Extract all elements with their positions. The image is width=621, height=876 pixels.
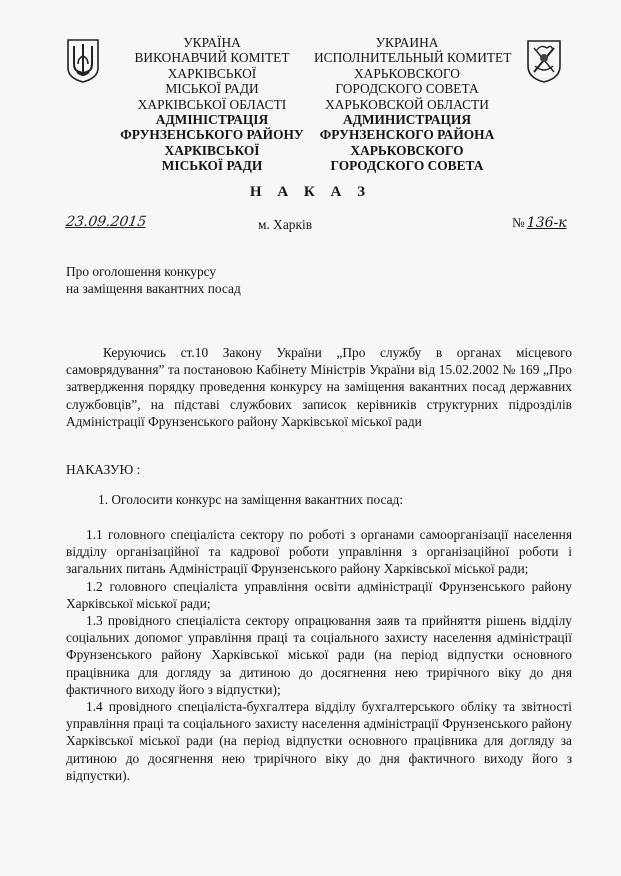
header-ru-line: УКРАИНА xyxy=(375,35,439,50)
document-subject xyxy=(66,263,241,297)
preamble-paragraph: Керуючись ст.10 Закону України „Про службу в органах місцевого самоврядування” та постановою Кабінету Міністрів України від 15.02.2002 № 169 „Про затвердження порядку проведення конкурсу на заміщення вакантних посад державних службовців”, на підставі службових записок керівників структурних підрозділів Адміністрації Фрунзенського району Харківської міської ради xyxy=(66,345,572,429)
order-heading: НАКАЗУЮ : xyxy=(66,462,141,477)
vacancy-item: 1.3 провідного спеціаліста сектору опрацювання заяв та прийняття рішень відділу соціальних допомог управління праці та соціального захисту населення адміністрації Фрунзенського району Харківської міської ради (на період відпустки основного працівника для догляду за дитиною до досягнення нею трирічного віку до дня фактичного виходу його з відпустки); xyxy=(66,613,572,697)
header-ukrainian xyxy=(118,35,306,174)
vacancy-item: 1.1 головного спеціаліста сектору по роботі з органами самоорганізації населення відділу організаційної та кадрової роботи управління з організаційної роботи і загальних питань Адміністрації Фрунзенського району Харківської міської ради; xyxy=(66,527,572,577)
vacancy-list xyxy=(66,526,572,784)
header-ua-line: ХАРКІВСЬКОЇ ОБЛАСТІ xyxy=(137,96,287,112)
header-ua-line: МІСЬКОЇ РАДИ xyxy=(161,158,263,174)
point-1-text: 1. Оголосити конкурс на заміщення вакантних посад: xyxy=(98,492,404,507)
header-ru-line: ФРУНЗЕНСКОГО РАЙОНА xyxy=(319,127,495,143)
trident-coat-of-arms-icon xyxy=(66,38,100,84)
header-ua-line: ХАРКІВСЬКОЇ xyxy=(167,65,257,81)
subject-line-2: на заміщення вакантних посад xyxy=(66,281,241,296)
header-ru-line: ХАРЬКОВСКОГО xyxy=(350,142,464,158)
vacancy-item: 1.2 головного спеціаліста управління освіти адміністрації Фрунзенського району Харківської міської ради; xyxy=(66,578,572,611)
header-ru-line: ИСПОЛНИТЕЛЬНЫЙ КОМИТЕТ xyxy=(314,50,512,66)
document-city: м. Харків xyxy=(258,217,313,232)
subject-line-1: Про оголошення конкурсу xyxy=(66,264,217,279)
header-ru-line: ХАРЬКОВСКОГО xyxy=(354,65,460,81)
header-russian xyxy=(314,35,512,174)
vacancy-item: 1.4 провідного спеціаліста-бухгалтера відділу бухгалтерського обліку та звітності управління праці та соціального захисту населення адміністрації Фрунзенського району Харківської міської ради (на період відпустки основного працівника для догляду за дитиною до досягнення нею трирічного віку до дня фактичного виходу його з відпустки). xyxy=(66,699,572,783)
header-ru-line: ХАРЬКОВСКОЙ ОБЛАСТИ xyxy=(325,96,489,112)
document-title: Н А К А З xyxy=(249,184,372,200)
header-ua-line: ХАРКІВСЬКОЇ xyxy=(164,142,260,158)
header-ua-line: ФРУНЗЕНСЬКОГО РАЙОНУ xyxy=(120,127,304,143)
document-date: 23.09.2015 xyxy=(64,214,148,230)
header-ua-line: МІСЬКОЇ РАДИ xyxy=(165,81,259,97)
document-number: 136-к xyxy=(526,215,567,231)
header-ru-line: АДМИНИСТРАЦИЯ xyxy=(342,112,471,128)
document-number-field xyxy=(512,215,567,231)
number-prefix: № xyxy=(512,215,525,230)
header-ua-line: АДМІНІСТРАЦІЯ xyxy=(155,112,269,128)
header-ua-line: УКРАЇНА xyxy=(183,35,241,50)
header-ru-line: ГОРОДСКОГО СОВЕТА xyxy=(335,81,479,97)
header-ua-line: ВИКОНАВЧИЙ КОМІТЕТ xyxy=(134,50,290,66)
kharkiv-coat-of-arms-icon xyxy=(525,38,563,84)
header-ru-line: ГОРОДСКОГО СОВЕТА xyxy=(330,158,484,174)
